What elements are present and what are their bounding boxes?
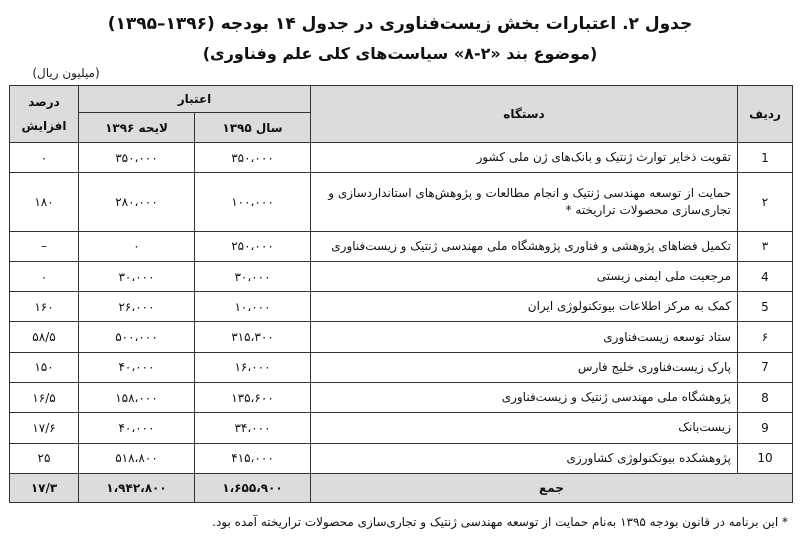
value-1395: ۱۶،۰۰۰ <box>195 352 311 382</box>
value-1396: ۵۰۰،۰۰۰ <box>79 322 195 352</box>
value-1396: ۴۰،۰۰۰ <box>79 352 195 382</box>
total-1395: ۱،۶۵۵،۹۰۰ <box>195 473 311 502</box>
percent-increase: – <box>10 231 79 261</box>
value-1396: ۱۵۸،۰۰۰ <box>79 382 195 412</box>
table-row <box>10 322 793 352</box>
unit-note: (میلیون ریال) <box>32 66 100 80</box>
footnote: * این برنامه در قانون بودجه ۱۳۹۵ به‌نام حمایت از توسعه مهندسی ژنتیک و تجاری‌سازی محصولات تراریخته آمده بود. <box>212 515 788 529</box>
agency-name: ستاد توسعه زیست‌فناوری <box>311 322 738 352</box>
table-row <box>10 231 793 261</box>
table-row <box>10 352 793 382</box>
agency-name: پارک زیست‌فناوری خلیج فارس <box>311 352 738 382</box>
percent-increase: ۲۵ <box>10 443 79 473</box>
percent-increase: ۱۶/۵ <box>10 382 79 412</box>
agency-name: تقویت ذخایر توارث ژنتیک و بانک‌های ژن ملی کشور <box>311 143 738 173</box>
budget-table <box>9 85 793 503</box>
agency-name: کمک به مرکز اطلاعات بیوتکنولوژی ایران <box>311 292 738 322</box>
row-number: ۶ <box>738 322 793 352</box>
header-agency: دستگاه <box>311 86 738 143</box>
value-1396: ۵۱۸،۸۰۰ <box>79 443 195 473</box>
row-number: ۳ <box>738 231 793 261</box>
row-number: 10 <box>738 443 793 473</box>
table-title-line2: (موضوع بند «۲-۸» سیاست‌های کلی علم وفناوری) <box>202 44 598 63</box>
value-1395: ۱۳۵،۶۰۰ <box>195 382 311 412</box>
table-row <box>10 382 793 412</box>
agency-name: زیست‌بانک <box>311 413 738 443</box>
agency-name: پژوهشکده بیوتکنولوژی کشاورزی <box>311 443 738 473</box>
agency-name: مرجعیت ملی ایمنی زیستی <box>311 261 738 291</box>
row-number: 8 <box>738 382 793 412</box>
row-number: 4 <box>738 261 793 291</box>
header-bill-1396: لایحه ۱۳۹۶ <box>79 113 195 143</box>
percent-increase: ۱۷/۶ <box>10 413 79 443</box>
table-row <box>10 261 793 291</box>
agency-name: حمایت از توسعه مهندسی ژنتیک و انجام مطالعات و پژوهش‌های استانداردسازی و تجاری‌سازی محصولات تراریخته * <box>311 173 738 231</box>
header-percent-increase <box>10 86 79 143</box>
total-1396: ۱،۹۴۲،۸۰۰ <box>79 473 195 502</box>
value-1395: ۱۰،۰۰۰ <box>195 292 311 322</box>
value-1395: ۱۰۰،۰۰۰ <box>195 173 311 231</box>
value-1395: ۴۱۵،۰۰۰ <box>195 443 311 473</box>
value-1396: ۰ <box>79 231 195 261</box>
value-1395: ۲۵۰،۰۰۰ <box>195 231 311 261</box>
value-1396: ۴۰،۰۰۰ <box>79 413 195 443</box>
agency-name: پژوهشگاه ملی مهندسی ژنتیک و زیست‌فناوری <box>311 382 738 412</box>
row-number: 7 <box>738 352 793 382</box>
row-number: 9 <box>738 413 793 443</box>
table-row <box>10 173 793 231</box>
value-1396: ۲۶،۰۰۰ <box>79 292 195 322</box>
percent-increase: ۱۵۰ <box>10 352 79 382</box>
row-number: 5 <box>738 292 793 322</box>
header-row-no: ردیف <box>738 86 793 143</box>
total-percent: ۱۷/۳ <box>10 473 79 502</box>
percent-increase: ۱۸۰ <box>10 173 79 231</box>
percent-increase: ۱۶۰ <box>10 292 79 322</box>
value-1396: ۳۵۰،۰۰۰ <box>79 143 195 173</box>
value-1395: ۳۱۵،۳۰۰ <box>195 322 311 352</box>
total-row <box>10 473 793 502</box>
value-1396: ۳۰،۰۰۰ <box>79 261 195 291</box>
table-row <box>10 443 793 473</box>
value-1395: ۳۴،۰۰۰ <box>195 413 311 443</box>
percent-increase: ۰ <box>10 261 79 291</box>
percent-increase: ۵۸/۵ <box>10 322 79 352</box>
table-row <box>10 143 793 173</box>
value-1395: ۳۰،۰۰۰ <box>195 261 311 291</box>
row-number: 1 <box>738 143 793 173</box>
row-number: ۲ <box>738 173 793 231</box>
percent-increase: ۰ <box>10 143 79 173</box>
header-percent-line1: درصد <box>28 95 60 109</box>
agency-name: تکمیل فضاهای پژوهشی و فناوری پژوهشگاه ملی مهندسی ژنتیک و زیست‌فناوری <box>311 231 738 261</box>
table-title-line1: جدول ۲. اعتبارات بخش زیست‌فناوری در جدول ۱۴ بودجه (۱۳۹۶–۱۳۹۵) <box>107 14 693 34</box>
header-credit: اعتبار <box>79 86 311 113</box>
total-label: جمع <box>311 473 793 502</box>
header-percent-line2: افزایش <box>21 119 67 133</box>
value-1396: ۲۸۰،۰۰۰ <box>79 173 195 231</box>
value-1395: ۳۵۰،۰۰۰ <box>195 143 311 173</box>
table-row <box>10 413 793 443</box>
table-row <box>10 292 793 322</box>
header-year-1395: سال ۱۳۹۵ <box>195 113 311 143</box>
